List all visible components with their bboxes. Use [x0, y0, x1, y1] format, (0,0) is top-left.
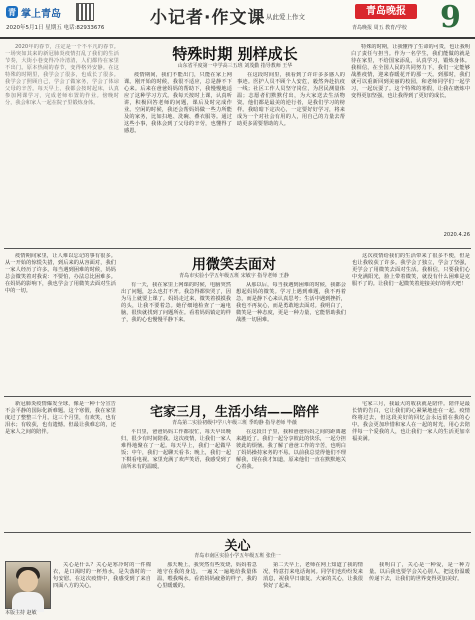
app-logo[interactable]	[6, 5, 74, 19]
newspaper-logo: 青岛晚报	[355, 4, 417, 19]
article1-left-column: 2020年的春节，注定是一个不平凡的春节。一场突如其来的新冠肺炎疫情打乱了我们的生活节奏，大街小巷变得冷冷清清，人们都待在家里不出门。原本热闹的春节，变得格外安静。在这特殊的时期里，我学会了很多，也成长了很多。我学会了照顾自己，学会了做家务，学会了体谅父母的辛苦。每天早上，我都会按时起床，认真参加网课学习，完成老师布置的作业。傍晚时分，我会和家人一起在院子里锻炼身体。	[5, 44, 119, 106]
article4-column-d: 我明白了，关心是一种爱，是一种力量。以后我也要学会关心别人，把这份温暖传递下去，让我们的世界变得更加美好。	[369, 562, 470, 582]
page-number: 9	[440, 0, 461, 35]
article2-right-column: 这次疫情给我们的生活带来了很多不便，但是也让我收获了许多。我学会了独立，学会了坚强，更学会了用微笑去面对生活。我相信，只要我们心中充满阳光，脸上带着微笑，就没有什么困难是克服不了的。让我们一起微笑着迎接美好的明天吧！	[352, 253, 470, 287]
article2-column-a: 有一天，我在家里上网课的时候，电脑突然出了问题，怎么也打不开。我急得都快哭了，因为马上就要上课了。妈妈走过来，微笑着摸摸我的头，让我不要着急。她仔细地检查了一遍电脑，很快就找到了问题所在。看着妈妈镇定的样子，我的心也慢慢平静下来。	[121, 282, 231, 323]
article3-column-a: 平日里，爸爸妈妈工作都很忙，每天早出晚归，很少有时间陪我。这次疫情，让我们一家人难得地聚在了一起。每天早上，我们一起做早饭；中午，我们一起聊天看书；晚上，我们一起下棋看电视。家里充满了欢声笑语，我感受到了前所未有的温暖。	[121, 429, 231, 470]
article2-title: 用微笑去面对	[192, 257, 276, 273]
article4-column-c: 第二天早上，老师在网上知道了我的情况，特意打来电话询问。同学们也纷纷发来消息，祝我早日康复。大家的关心，让我很快好了起来。	[263, 562, 363, 589]
article4-column-b: 那天晚上，我突然有些发烧，妈妈着急地守在我的身边，一遍又一遍地给我量体温，喂我喝水。看着妈妈疲惫的样子，我的心里暖暖的。	[157, 562, 257, 589]
host-caption: 本版主持 赵敏	[5, 610, 37, 616]
section-divider	[4, 532, 471, 533]
article1-column-a: 疫情期间，我们不能出门，只能在家上网课。刚开始的时候，我很不适应，总是静不下心来。后来在爸爸妈妈的帮助下，我慢慢地适应了这种学习方式。我每天按时上课，认真听讲，积极回答老师的问题，课后及时完成作业。空闲的时候，我还会帮妈妈做一些力所能及的家务，比如扫地、洗碗、叠衣服等。通过这些小事，我体会到了父母的辛劳，也懂得了感恩。	[124, 72, 232, 134]
article4-title: 关心	[224, 539, 251, 554]
app-logo-icon: 青	[8, 7, 16, 17]
section-divider	[4, 248, 471, 249]
article1-title: 特殊时期 别样成长	[172, 45, 298, 63]
host-photo	[5, 561, 51, 609]
column-brand: 小记者·作文课	[150, 8, 266, 28]
qr-code-icon	[76, 3, 94, 21]
column-brand-subtitle: 从此爱上作文	[266, 13, 305, 21]
section-divider	[4, 396, 471, 397]
masthead-rule	[0, 38, 475, 39]
newspaper-section: 青岛晚报 周五 教育/学校	[352, 25, 407, 31]
app-logo-text: 掌上青岛	[21, 8, 61, 20]
article3-column-b: 在这段日子里，我和爸爸妈妈之间的距离越来越近了。我们一起分享彼此的快乐，一起分担彼此的烦恼。我了解了爸爸工作的辛苦，也明白了妈妈操持家务的不易。以前我总觉得他们不理解我，现在我才知道，原来他们一直在默默地关心着我。	[236, 429, 346, 470]
article1-byline: 山东省平度第一中学高三五班 刘茂勤 指导教师 王华	[177, 63, 293, 69]
article4-column-a: 关心是什么？关心是寒冷时的一件棉衣，是口渴时的一杯热水，是失落时的一句安慰。在这次疫情中，我感受到了来自四面八方的关心。	[53, 562, 151, 589]
article2-left-column: 疫情期间家里，让人难以忘记的事有很多。从一开始的惊慌失措，到后来的从容面对，我们一家人经历了许多。每当遇到困难的时候，妈妈总会微笑着对我说：不要怕，办法总比困难多。在妈妈的影响下，我也学会了用微笑去面对生活中的一切。	[5, 253, 116, 294]
article1-date: 2020.4.26	[443, 232, 470, 238]
dateline: 2020年5月1日 星期五 电话:82933676	[6, 25, 105, 31]
article2-byline: 青岛市实验小学五年级五班 宋敏宇 指导老师 王静	[179, 273, 289, 279]
article1-column-b: 在这段时间里，我看到了许许多多感人的事迹。医护人员不顾个人安危，毅然奔赴抗疫一线；社区工作人员坚守岗位，为居民测量体温；志愿者们默默付出，为大家送去生活物资。他们都是最美的逆行者，是我们学习的榜样。我暗暗下定决心，一定要好好学习，将来成为一个对社会有用的人，用自己的力量去帮助更多需要帮助的人。	[237, 72, 345, 127]
article3-right-column: 宅家三月，我最大的收获就是陪伴。陪伴是最长情的告白，它让我们的心紧紧地连在一起。疫情终将过去，但这段美好的回忆会永远留在我的心中。我会更加珍惜和家人在一起的时光，用心去陪伴每一个爱我的人，也让我们一家人的生活更加幸福美满。	[352, 401, 470, 442]
article4-byline: 青岛市南区实验小学五年级五班 张佳一	[194, 553, 281, 559]
article3-title: 宅家三月，生活小结——陪伴	[149, 405, 319, 420]
article2-column-b: 从那以后，每当我遇到困难的时候，我都会想起妈妈的微笑。学习上遇到难题，我不再着急，而是静下心来认真思考；生活中遇到挫折，我也不再灰心，而是勇敢地去面对。我明白了，微笑是一种态度，更是一种力量，它能帮助我们战胜一切困难。	[236, 282, 346, 323]
article3-byline: 青岛第二实验初级中学八年级三班 季昀静 指导老师 毕薇	[172, 420, 297, 426]
article1-right-column: 特殊的时期，让我懂得了生命的可贵，也让我明白了责任与担当。作为一名学生，我们能做的就是待在家里，不给国家添乱，认真学习，锻炼身体。我相信，在全国人民的共同努力下，我们一定能够战胜疫情，迎来春暖花开的那一天。到那时，我们就可以重新回到美丽的校园，和老师同学们一起学习，一起玩耍了。这个特殊的寒假，让我在磨炼中变得更加坚强，也让我得到了更好的成长。	[351, 44, 470, 99]
article3-left-column: 新冠肺炎疫情爆发全球，像是一种十分宣告不会平静的国际化新难题。这个寒假，我在家里度过了整整三个月。这三个月里，有欢笑，也有泪水；有收获，也有遗憾。但最让我难忘的，还是家人之间的陪伴。	[5, 401, 116, 435]
